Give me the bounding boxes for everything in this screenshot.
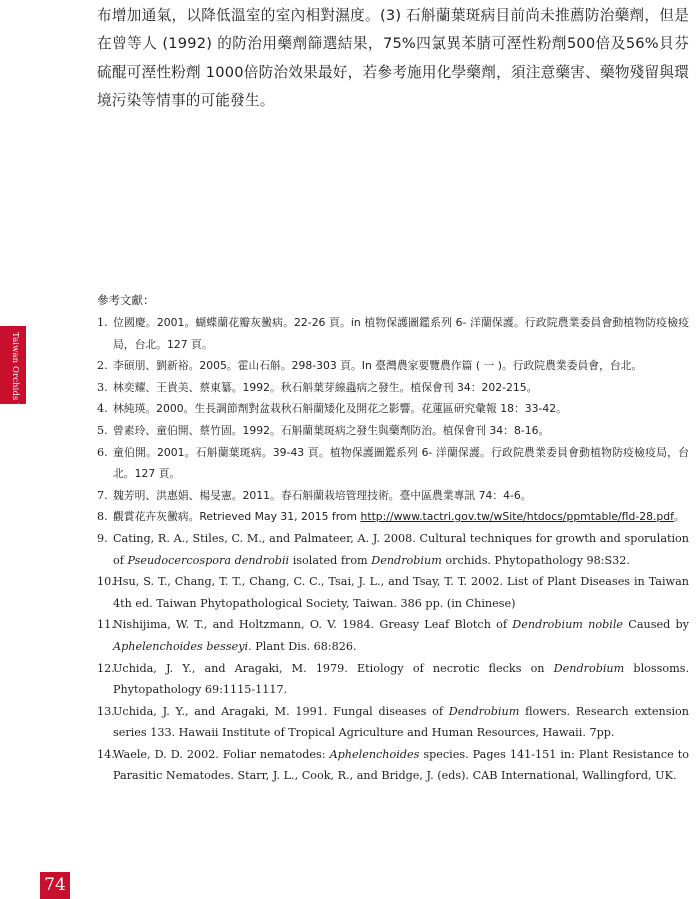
reference-number: 10. bbox=[97, 575, 115, 589]
reference-text: Hsu, S. T., Chang, T. T., Chang, C. C., Tsai, J. L., and Tsay, T. T. 2002. List of Plant Diseases in Taiwan 4th ed. Taiwan Phytopathological Society, Taiwan. 386 pp. (in Chinese) bbox=[113, 575, 689, 610]
reference-item-9 bbox=[97, 528, 689, 571]
reference-text-part: Uchida, J. Y., and Aragaki, M. 1991. Fungal diseases of bbox=[113, 704, 449, 718]
reference-number: 1. bbox=[97, 316, 108, 329]
references-section bbox=[97, 290, 689, 787]
page-number: 74 bbox=[40, 872, 70, 899]
reference-text-pre: 觀賞花卉灰黴病。Retrieved May 31, 2015 from bbox=[113, 510, 361, 524]
reference-text: 林純瑛。2000。生長調節劑對盆栽秋石斛蘭矮化及開花之影響。花蓮區研究彙報 18：33-42。 bbox=[113, 402, 567, 416]
reference-item-8 bbox=[97, 506, 689, 528]
reference-text-part: flowers. Research extension series 133. Hawaii Institute of Tropical Agriculture and Human Resources, Hawaii. 7pp. bbox=[113, 704, 689, 740]
reference-number: 8. bbox=[97, 510, 108, 524]
reference-text-part: Caused by bbox=[623, 618, 689, 632]
reference-genus-name: Dendrobium bbox=[553, 661, 625, 675]
reference-text-part: Plant Dis. 68:826. bbox=[251, 639, 357, 653]
reference-text-part: species. Pages 141-151 in: Plant Resistance to Parasitic Nematodes. Starr, J. L., Cook, R., and Bridge, J. (eds). CAB International, Wallingford, UK. bbox=[113, 747, 689, 783]
reference-number: 9. bbox=[97, 531, 108, 545]
reference-number: 2. bbox=[97, 359, 108, 373]
body-paragraph: 布增加通氣，以降低溫室的室內相對濕度。(3) 石斛蘭葉斑病目前尚未推薦防治藥劑，但是在曾等人 (1992) 的防治用藥劑篩選結果，75%四氯異苯腈可溼性粉劑500倍及56%貝芬硫醌可溼性粉劑 1000倍防治效果最好，若參考施用化學藥劑，須注意藥害、藥物殘留與環境污染等情事的可能發生。 bbox=[97, 7, 689, 109]
reference-text bbox=[113, 701, 689, 744]
reference-text bbox=[113, 744, 689, 787]
reference-url-link[interactable]: http://www.tactri.gov.tw/wSite/htdocs/ppmtable/fld-28.pdf bbox=[360, 510, 674, 524]
reference-text-part: Nishijima, W. T., and Holtzmann, O. V. 1984. Greasy Leaf Blotch of bbox=[113, 618, 513, 632]
reference-genus-name: Dendrobium bbox=[448, 704, 520, 718]
reference-text bbox=[113, 658, 689, 701]
reference-number: 4. bbox=[97, 402, 108, 416]
reference-species-name: Dendrobium nobile bbox=[512, 618, 624, 632]
reference-text: 李碩朋、劉新裕。2005。霍山石斛。298-303 頁。In 臺灣農家要覽農作篇 ( 一 )。行政院農業委員會，台北。 bbox=[113, 359, 643, 373]
reference-number: 3. bbox=[97, 380, 108, 394]
reference-number: 6. bbox=[97, 445, 108, 459]
references-title: 參考文獻： bbox=[97, 293, 155, 307]
reference-item-1 bbox=[97, 312, 689, 355]
journal-side-label: Taiwan Orchids Vol.18 bbox=[10, 332, 20, 431]
reference-text-part: isolated from bbox=[289, 553, 372, 567]
reference-text-part: Uchida, J. Y., and Aragaki, M. 1979. Etiology of necrotic flecks on bbox=[113, 661, 554, 675]
reference-number: 5. bbox=[97, 423, 108, 437]
reference-number: 13. bbox=[97, 704, 115, 718]
reference-item-10 bbox=[97, 571, 689, 614]
reference-item-2 bbox=[97, 355, 689, 377]
reference-text-part: Waele, D. D. 2002. Foliar nematodes: bbox=[113, 747, 330, 761]
reference-genus-name: Dendrobium bbox=[371, 553, 442, 567]
reference-item-14 bbox=[97, 744, 689, 787]
reference-number: 12. bbox=[97, 661, 115, 675]
reference-item-6 bbox=[97, 442, 689, 485]
reference-item-3 bbox=[97, 377, 689, 399]
reference-item-5 bbox=[97, 420, 689, 442]
reference-text: 位國慶。2001。蝴蝶蘭花瓣灰黴病。22-26 頁。in 植物保護圖鑑系列 6- 洋蘭保護。行政院農業委員會動植物防疫檢疫局，台北。127 頁。 bbox=[113, 316, 689, 351]
reference-text: 曾素玲、童伯開、蔡竹固。1992。石斛蘭葉斑病之發生與藥劑防治。植保會刊 34：8-16。 bbox=[113, 423, 550, 437]
reference-text-post: 。 bbox=[673, 510, 685, 524]
reference-genus-name: Aphelenchoides bbox=[329, 747, 420, 761]
reference-text: 童伯開。2001。石斛蘭葉斑病。39-43 頁。植物保護圖鑑系列 6- 洋蘭保護。行政院農業委員會動植物防疫檢疫局，台北。127 頁。 bbox=[113, 445, 689, 481]
reference-number: 7. bbox=[97, 488, 108, 502]
reference-text bbox=[113, 614, 689, 657]
reference-number: 11. bbox=[97, 618, 115, 632]
reference-species-name: Aphelenchoides besseyi. bbox=[113, 639, 252, 653]
reference-number: 14. bbox=[97, 747, 115, 761]
reference-text bbox=[113, 506, 689, 528]
reference-text-part: orchids. Phytopathology 98:S32. bbox=[441, 553, 630, 567]
reference-species-name: Pseudocercospora dendrobii bbox=[127, 553, 290, 567]
reference-text: 魏芳明、洪惠娟、楊旻憲。2011。春石斛蘭栽培管理技術。臺中區農業專訊 74：4-6。 bbox=[113, 488, 532, 502]
reference-text-part: blossoms. Phytopathology 69:1115-1117. bbox=[113, 661, 690, 697]
reference-text: 林奕耀、王貴美、蔡東纂。1992。秋石斛葉芽線蟲病之發生。植保會刊 34：202-215。 bbox=[113, 380, 538, 394]
reference-item-7 bbox=[97, 485, 689, 507]
reference-item-4 bbox=[97, 398, 689, 420]
reference-item-11 bbox=[97, 614, 689, 657]
reference-item-12 bbox=[97, 658, 689, 701]
reference-item-13 bbox=[97, 701, 689, 744]
reference-text bbox=[113, 528, 689, 571]
reference-text-part: Cating, R. A., Stiles, C. M., and Palmateer, A. J. 2008. Cultural techniques for growth and sporulation of bbox=[113, 531, 689, 567]
